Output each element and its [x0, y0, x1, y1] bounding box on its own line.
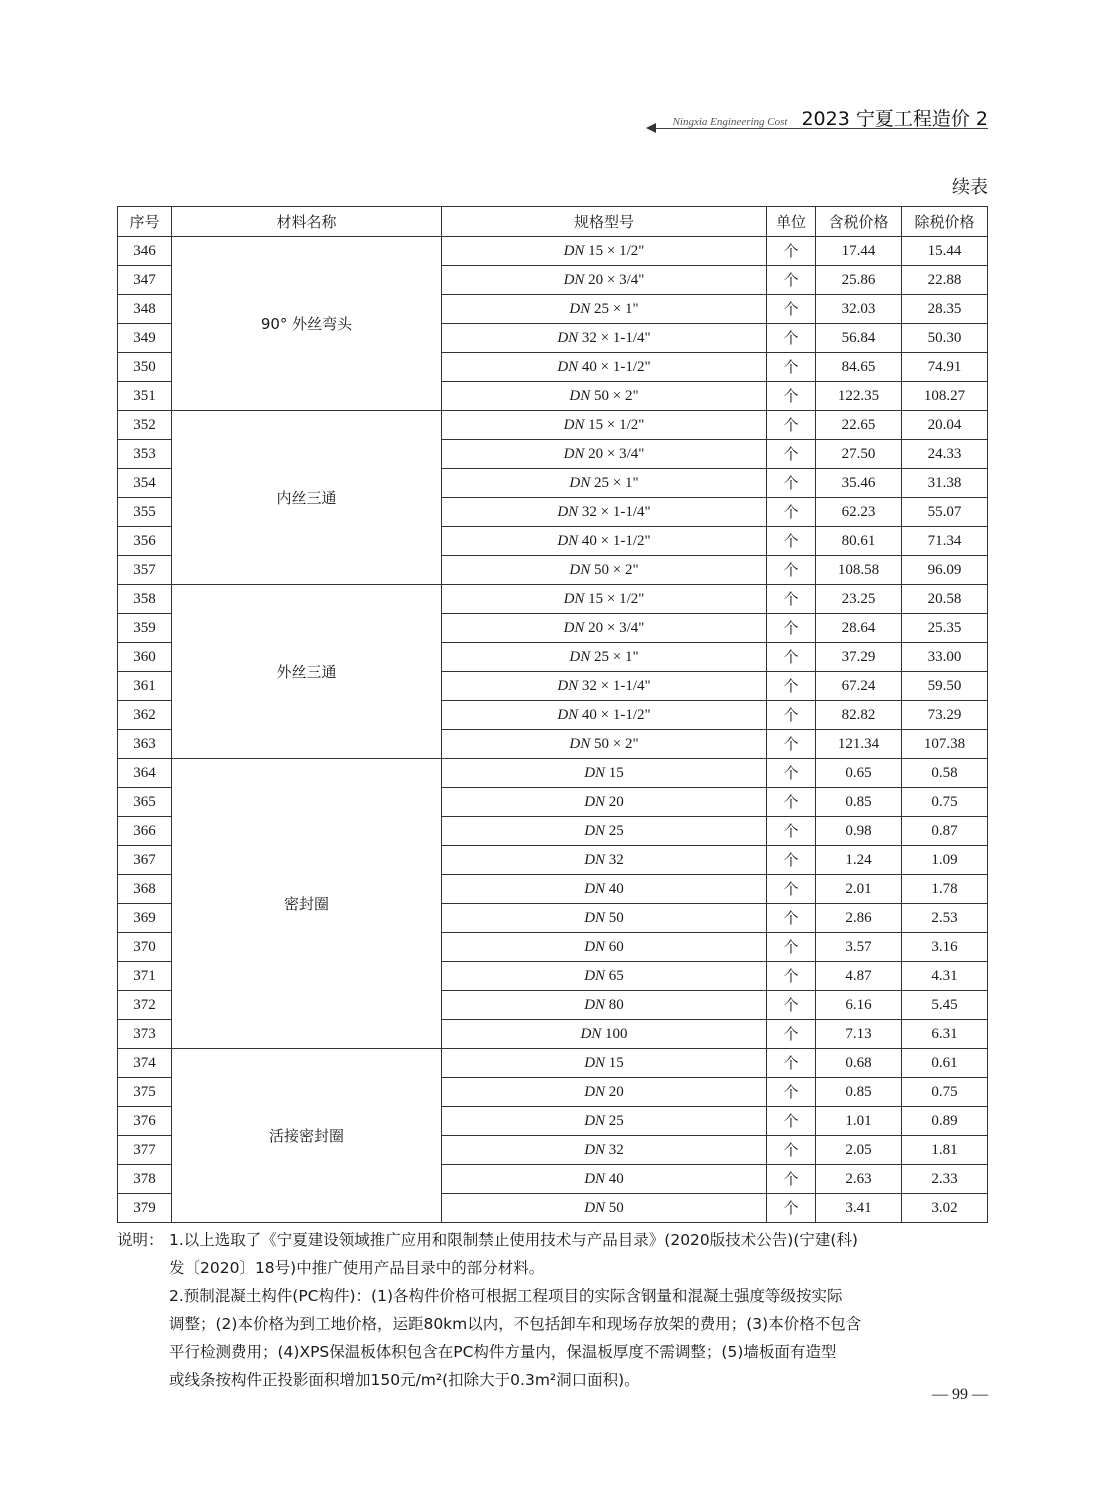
row-number: 372 [118, 991, 172, 1020]
notax-price: 0.75 [902, 788, 988, 817]
spec-cell [442, 1020, 767, 1049]
notax-price: 55.07 [902, 498, 988, 527]
row-number: 362 [118, 701, 172, 730]
spec-cell [442, 527, 767, 556]
tax-price: 0.65 [816, 759, 902, 788]
notax-price: 0.87 [902, 817, 988, 846]
unit-cell: 个 [767, 788, 816, 817]
spec-cell [442, 1107, 767, 1136]
row-number: 360 [118, 643, 172, 672]
price-table [117, 206, 988, 1223]
spec-value: 50 × 2" [590, 562, 639, 578]
unit-cell: 个 [767, 1020, 816, 1049]
spec-value: 25 [605, 823, 624, 839]
spec-dn: DN [584, 1113, 606, 1129]
unit-cell: 个 [767, 991, 816, 1020]
spec-cell [442, 991, 767, 1020]
notax-price: 15.44 [902, 237, 988, 266]
tax-price: 82.82 [816, 701, 902, 730]
spec-cell [442, 353, 767, 382]
notax-price: 31.38 [902, 469, 988, 498]
spec-value: 20 [605, 1084, 624, 1100]
spec-value: 20 × 3/4" [584, 620, 645, 636]
notax-price: 50.30 [902, 324, 988, 353]
notax-price: 59.50 [902, 672, 988, 701]
unit-cell: 个 [767, 411, 816, 440]
notax-price: 1.09 [902, 846, 988, 875]
spec-cell [442, 237, 767, 266]
notes [117, 1226, 989, 1394]
row-number: 364 [118, 759, 172, 788]
unit-cell: 个 [767, 237, 816, 266]
note-2-line-3: 平行检测费用；(4)XPS保温板体积包含在PC构件方量内，保温板厚度不需调整；(5)墙板面有造型 [169, 1343, 837, 1361]
spec-value: 50 × 2" [590, 388, 639, 404]
header-rule [648, 128, 988, 129]
spec-value: 32 [605, 1142, 624, 1158]
notax-price: 28.35 [902, 295, 988, 324]
row-number: 349 [118, 324, 172, 353]
notax-price: 1.78 [902, 875, 988, 904]
unit-cell: 个 [767, 440, 816, 469]
spec-dn: DN [563, 591, 585, 607]
spec-value: 15 × 1/2" [584, 417, 645, 433]
row-number: 370 [118, 933, 172, 962]
notax-price: 0.89 [902, 1107, 988, 1136]
tax-price: 67.24 [816, 672, 902, 701]
note-2-line-4: 或线条按构件正投影面积增加150元/m²(扣除大于0.3m²洞口面积)。 [169, 1371, 640, 1389]
arrow-left-icon [646, 123, 656, 133]
tax-price: 35.46 [816, 469, 902, 498]
spec-dn: DN [569, 562, 591, 578]
spec-dn: DN [557, 533, 579, 549]
notax-price: 25.35 [902, 614, 988, 643]
spec-value: 100 [601, 1026, 628, 1042]
notax-price: 22.88 [902, 266, 988, 295]
notax-price: 1.81 [902, 1136, 988, 1165]
table-body [118, 237, 988, 1223]
tax-price: 1.01 [816, 1107, 902, 1136]
row-number: 369 [118, 904, 172, 933]
unit-cell: 个 [767, 353, 816, 382]
spec-value: 20 × 3/4" [584, 272, 645, 288]
notax-price: 3.02 [902, 1194, 988, 1223]
notax-price: 24.33 [902, 440, 988, 469]
spec-cell [442, 904, 767, 933]
row-number: 353 [118, 440, 172, 469]
note-2-line-2: 调整；(2)本价格为到工地价格，运距80km以内，不包括卸车和现场存放架的费用；(3)本价格不包含 [169, 1315, 862, 1333]
spec-value: 32 × 1-1/4" [578, 330, 651, 346]
spec-value: 15 [605, 765, 624, 781]
row-number: 367 [118, 846, 172, 875]
spec-value: 40 × 1-1/2" [578, 533, 651, 549]
spec-value: 80 [605, 997, 624, 1013]
spec-dn: DN [563, 620, 585, 636]
tax-price: 2.86 [816, 904, 902, 933]
spec-value: 50 [605, 910, 624, 926]
table-row [118, 411, 988, 440]
spec-dn: DN [584, 910, 606, 926]
spec-cell [442, 469, 767, 498]
unit-cell: 个 [767, 585, 816, 614]
row-number: 365 [118, 788, 172, 817]
unit-cell: 个 [767, 1078, 816, 1107]
notax-price: 0.61 [902, 1049, 988, 1078]
col-header-no: 序号 [118, 207, 172, 237]
unit-cell: 个 [767, 614, 816, 643]
header-chinese: 2023 宁夏工程造价 2 [801, 108, 988, 130]
spec-value: 20 [605, 794, 624, 810]
unit-cell: 个 [767, 904, 816, 933]
row-number: 371 [118, 962, 172, 991]
material-name: 90° 外丝弯头 [172, 237, 442, 411]
note-1-line-2: 发〔2020〕18号)中推广使用产品目录中的部分材料。 [169, 1259, 545, 1277]
spec-value: 25 × 1" [590, 475, 639, 491]
tax-price: 80.61 [816, 527, 902, 556]
spec-dn: DN [580, 1026, 602, 1042]
notax-price: 20.58 [902, 585, 988, 614]
tax-price: 37.29 [816, 643, 902, 672]
row-number: 356 [118, 527, 172, 556]
unit-cell: 个 [767, 266, 816, 295]
table-row [118, 1049, 988, 1078]
spec-dn: DN [584, 765, 606, 781]
spec-cell [442, 382, 767, 411]
row-number: 374 [118, 1049, 172, 1078]
spec-dn: DN [563, 272, 585, 288]
spec-cell [442, 614, 767, 643]
spec-value: 40 × 1-1/2" [578, 707, 651, 723]
spec-dn: DN [584, 1200, 606, 1216]
tax-price: 6.16 [816, 991, 902, 1020]
col-header-tax-price: 含税价格 [816, 207, 902, 237]
spec-cell [442, 759, 767, 788]
row-number: 346 [118, 237, 172, 266]
spec-dn: DN [584, 823, 606, 839]
spec-dn: DN [563, 417, 585, 433]
tax-price: 121.34 [816, 730, 902, 759]
spec-cell [442, 1165, 767, 1194]
header-english: Ningxia Engineering Cost [672, 116, 788, 128]
row-number: 347 [118, 266, 172, 295]
spec-dn: DN [584, 1171, 606, 1187]
spec-dn: DN [584, 881, 606, 897]
spec-cell [442, 643, 767, 672]
unit-cell: 个 [767, 1194, 816, 1223]
spec-cell [442, 266, 767, 295]
spec-cell [442, 411, 767, 440]
unit-cell: 个 [767, 933, 816, 962]
row-number: 350 [118, 353, 172, 382]
spec-dn: DN [569, 301, 591, 317]
notax-price: 2.53 [902, 904, 988, 933]
continued-label: 续表 [952, 177, 988, 198]
unit-cell: 个 [767, 701, 816, 730]
spec-value: 25 × 1" [590, 649, 639, 665]
tax-price: 0.85 [816, 1078, 902, 1107]
spec-value: 40 × 1-1/2" [578, 359, 651, 375]
col-header-notax-price: 除税价格 [902, 207, 988, 237]
table-row [118, 237, 988, 266]
spec-cell [442, 962, 767, 991]
unit-cell: 个 [767, 1165, 816, 1194]
notax-price: 0.75 [902, 1078, 988, 1107]
spec-dn: DN [563, 446, 585, 462]
spec-cell [442, 295, 767, 324]
note-2-line-1: 2.预制混凝土构件(PC构件)：(1)各构件价格可根据工程项目的实际含钢量和混凝土强度等级按实际 [169, 1287, 843, 1305]
tax-price: 56.84 [816, 324, 902, 353]
tax-price: 22.65 [816, 411, 902, 440]
spec-cell [442, 701, 767, 730]
notax-price: 6.31 [902, 1020, 988, 1049]
notax-price: 0.58 [902, 759, 988, 788]
spec-value: 25 [605, 1113, 624, 1129]
tax-price: 25.86 [816, 266, 902, 295]
spec-cell [442, 324, 767, 353]
unit-cell: 个 [767, 730, 816, 759]
tax-price: 62.23 [816, 498, 902, 527]
notax-price: 74.91 [902, 353, 988, 382]
tax-price: 23.25 [816, 585, 902, 614]
row-number: 368 [118, 875, 172, 904]
tax-price: 84.65 [816, 353, 902, 382]
spec-dn: DN [557, 707, 579, 723]
spec-cell [442, 1136, 767, 1165]
tax-price: 3.57 [816, 933, 902, 962]
spec-value: 50 × 2" [590, 736, 639, 752]
unit-cell: 个 [767, 295, 816, 324]
spec-value: 50 [605, 1200, 624, 1216]
unit-cell: 个 [767, 382, 816, 411]
spec-dn: DN [569, 649, 591, 665]
row-number: 348 [118, 295, 172, 324]
row-number: 361 [118, 672, 172, 701]
tax-price: 2.01 [816, 875, 902, 904]
spec-cell [442, 933, 767, 962]
material-name: 内丝三通 [172, 411, 442, 585]
note-1-line-1: 1.以上选取了《宁夏建设领域推广应用和限制禁止使用技术与产品目录》(2020版技术公告)(宁建(科) [169, 1231, 858, 1249]
spec-cell [442, 817, 767, 846]
spec-dn: DN [557, 678, 579, 694]
unit-cell: 个 [767, 817, 816, 846]
spec-value: 60 [605, 939, 624, 955]
unit-cell: 个 [767, 875, 816, 904]
unit-cell: 个 [767, 556, 816, 585]
notax-price: 3.16 [902, 933, 988, 962]
spec-dn: DN [584, 997, 606, 1013]
row-number: 351 [118, 382, 172, 411]
tax-price: 4.87 [816, 962, 902, 991]
tax-price: 27.50 [816, 440, 902, 469]
row-number: 359 [118, 614, 172, 643]
spec-value: 15 × 1/2" [584, 591, 645, 607]
spec-cell [442, 1194, 767, 1223]
spec-cell [442, 875, 767, 904]
tax-price: 7.13 [816, 1020, 902, 1049]
table-row [118, 585, 988, 614]
unit-cell: 个 [767, 672, 816, 701]
spec-dn: DN [584, 1142, 606, 1158]
tax-price: 0.98 [816, 817, 902, 846]
spec-dn: DN [584, 794, 606, 810]
row-number: 354 [118, 469, 172, 498]
unit-cell: 个 [767, 759, 816, 788]
spec-cell [442, 672, 767, 701]
notax-price: 96.09 [902, 556, 988, 585]
spec-dn: DN [584, 1084, 606, 1100]
notax-price: 5.45 [902, 991, 988, 1020]
unit-cell: 个 [767, 1107, 816, 1136]
unit-cell: 个 [767, 643, 816, 672]
row-number: 375 [118, 1078, 172, 1107]
row-number: 379 [118, 1194, 172, 1223]
tax-price: 32.03 [816, 295, 902, 324]
notax-price: 107.38 [902, 730, 988, 759]
spec-dn: DN [569, 736, 591, 752]
col-header-name: 材料名称 [172, 207, 442, 237]
material-name: 密封圈 [172, 759, 442, 1049]
row-number: 355 [118, 498, 172, 527]
spec-value: 32 × 1-1/4" [578, 504, 651, 520]
unit-cell: 个 [767, 469, 816, 498]
notax-price: 20.04 [902, 411, 988, 440]
material-name: 活接密封圈 [172, 1049, 442, 1223]
spec-value: 20 × 3/4" [584, 446, 645, 462]
spec-value: 15 [605, 1055, 624, 1071]
spec-cell [442, 730, 767, 759]
unit-cell: 个 [767, 324, 816, 353]
tax-price: 0.85 [816, 788, 902, 817]
spec-dn: DN [557, 504, 579, 520]
spec-value: 25 × 1" [590, 301, 639, 317]
spec-value: 32 [605, 852, 624, 868]
tax-price: 2.63 [816, 1165, 902, 1194]
tax-price: 17.44 [816, 237, 902, 266]
spec-value: 32 × 1-1/4" [578, 678, 651, 694]
spec-dn: DN [584, 968, 606, 984]
spec-dn: DN [569, 388, 591, 404]
unit-cell: 个 [767, 962, 816, 991]
row-number: 358 [118, 585, 172, 614]
page-number: — 99 — [932, 1386, 988, 1403]
spec-dn: DN [584, 939, 606, 955]
spec-dn: DN [557, 330, 579, 346]
spec-cell [442, 498, 767, 527]
spec-cell [442, 585, 767, 614]
notax-price: 33.00 [902, 643, 988, 672]
spec-dn: DN [584, 852, 606, 868]
table-header-row [118, 207, 988, 237]
spec-dn: DN [569, 475, 591, 491]
row-number: 366 [118, 817, 172, 846]
spec-cell [442, 556, 767, 585]
tax-price: 0.68 [816, 1049, 902, 1078]
spec-cell [442, 440, 767, 469]
tax-price: 2.05 [816, 1136, 902, 1165]
tax-price: 108.58 [816, 556, 902, 585]
spec-dn: DN [563, 243, 585, 259]
row-number: 376 [118, 1107, 172, 1136]
spec-value: 15 × 1/2" [584, 243, 645, 259]
col-header-spec: 规格型号 [442, 207, 767, 237]
notax-price: 2.33 [902, 1165, 988, 1194]
tax-price: 28.64 [816, 614, 902, 643]
tax-price: 122.35 [816, 382, 902, 411]
col-header-unit: 单位 [767, 207, 816, 237]
spec-cell [442, 846, 767, 875]
row-number: 352 [118, 411, 172, 440]
spec-value: 40 [605, 881, 624, 897]
unit-cell: 个 [767, 498, 816, 527]
unit-cell: 个 [767, 846, 816, 875]
tax-price: 3.41 [816, 1194, 902, 1223]
table-row [118, 759, 988, 788]
spec-value: 65 [605, 968, 624, 984]
tax-price: 1.24 [816, 846, 902, 875]
row-number: 363 [118, 730, 172, 759]
unit-cell: 个 [767, 1049, 816, 1078]
row-number: 357 [118, 556, 172, 585]
notes-lead: 说明： [117, 1231, 164, 1249]
notax-price: 73.29 [902, 701, 988, 730]
spec-value: 40 [605, 1171, 624, 1187]
material-name: 外丝三通 [172, 585, 442, 759]
row-number: 378 [118, 1165, 172, 1194]
spec-dn: DN [557, 359, 579, 375]
spec-cell [442, 788, 767, 817]
spec-cell [442, 1049, 767, 1078]
spec-dn: DN [584, 1055, 606, 1071]
row-number: 373 [118, 1020, 172, 1049]
notax-price: 71.34 [902, 527, 988, 556]
unit-cell: 个 [767, 527, 816, 556]
notax-price: 108.27 [902, 382, 988, 411]
notax-price: 4.31 [902, 962, 988, 991]
running-header [673, 104, 988, 131]
unit-cell: 个 [767, 1136, 816, 1165]
row-number: 377 [118, 1136, 172, 1165]
spec-cell [442, 1078, 767, 1107]
